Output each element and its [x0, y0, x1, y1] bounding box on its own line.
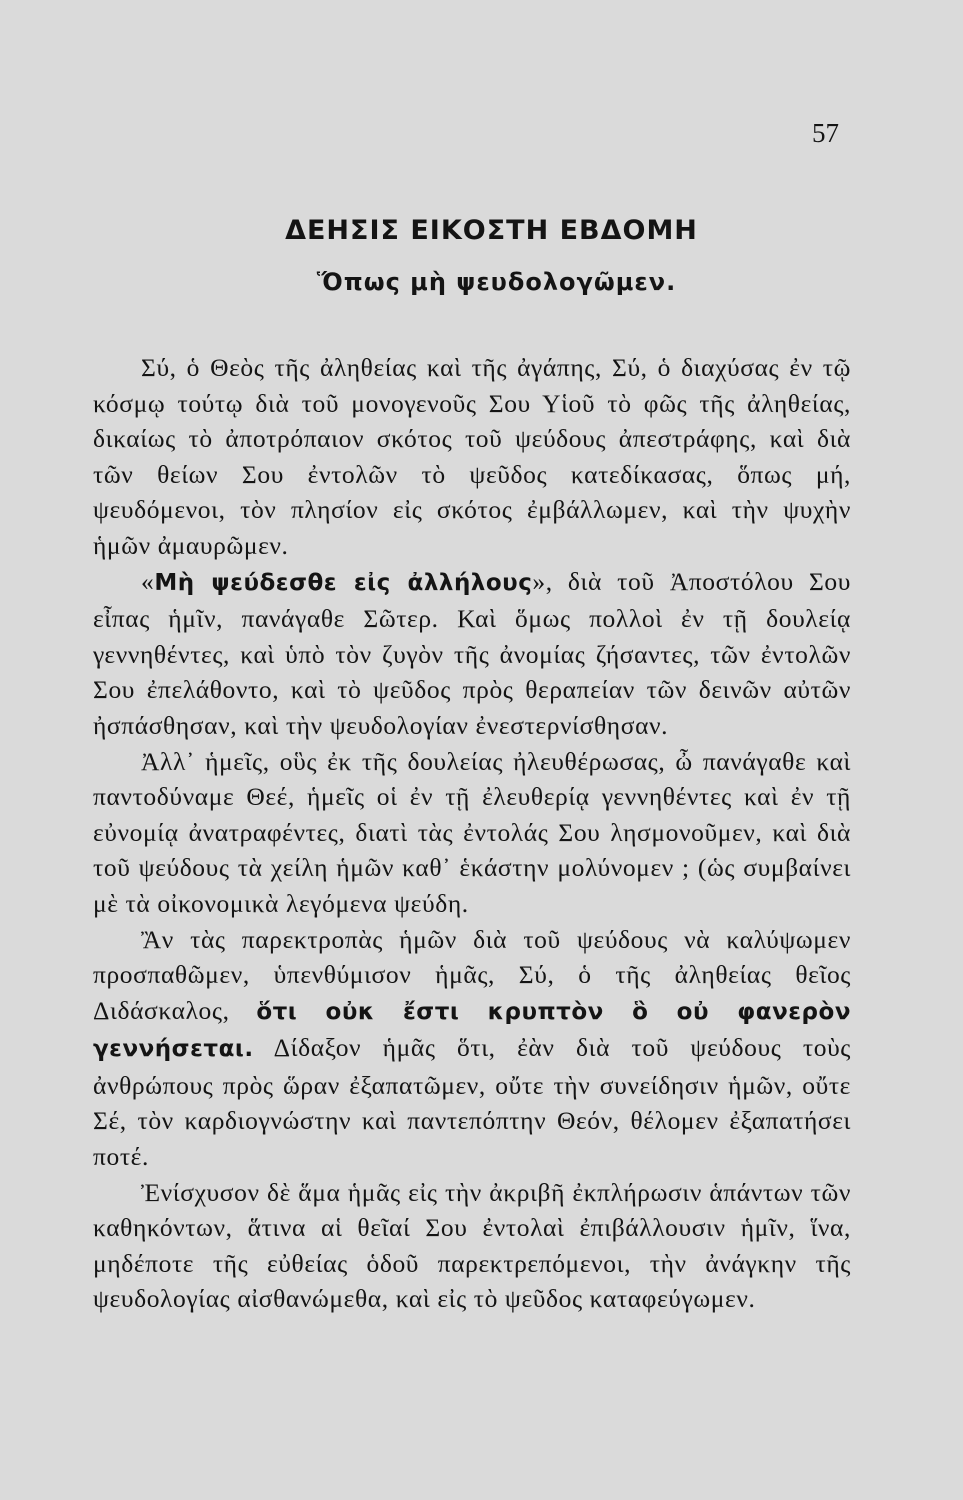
- paragraph-2-text: », διὰ τοῦ Ἀποστόλου Σου εἶπας ἡμῖν, πανάγαθε Σῶτερ. Καὶ ὅμως πολλοὶ ἐν τῇ δουλείᾳ γεννηθέντες, καὶ ὑπὸ τὸν ζυγὸν τῆς ἀνομίας ζήσαντες, τῶν ἐντολῶν Σου ἐπελάθοντο, καὶ τὸ ψεῦδος πρὸς θεραπείαν τῶν δεινῶν αὐτῶν ἠσπάσθησαν, καὶ τὴν ψευδολογίαν ἐνεστερνίσθησαν.: [93, 566, 851, 740]
- prayer-subtitle: Ὅπως μὴ ψευδολογῶμεν.: [316, 268, 677, 296]
- paragraph-2: [93, 564, 851, 744]
- scripture-quote: Μὴ ψεύδεσθε εἰς ἀλλήλους: [154, 569, 533, 596]
- paragraph-3: Ἀλλ᾽ ἡμεῖς, οὓς ἐκ τῆς δουλείας ἠλευθέρωσας, ὦ πανάγαθε καὶ παντοδύναμε Θεέ, ἡμεῖς οἱ ἐν τῇ ἐλευθερίᾳ γεννηθέντες καὶ ἐν τῇ εὐνομίᾳ ἀνατραφέντες, διατὶ τὰς ἐντολάς Σου λησμονοῦμεν, καὶ διὰ τοῦ ψεύδους τὰ χείλη ἡμῶν καθ᾽ ἑκάστην μολύνομεν ; (ὡς συμβαίνει μὲ τὰ οἰκονομικὰ λεγόμενα ψεύδη.: [93, 746, 851, 918]
- paragraph-5: Ἐνίσχυσον δὲ ἅμα ἡμᾶς εἰς τὴν ἀκριβῆ ἐκπλήρωσιν ἁπάντων τῶν καθηκόντων, ἅτινα αἱ θεῖαί Σου ἐντολαὶ ἐπιβάλλουσιν ἡμῖν, ἵνα, μηδέποτε τῆς εὐθείας ὁδοῦ παρεκτρεπόμενοι, τὴν ἀνάγκην τῆς ψευδολογίας αἰσθανώμεθα, καὶ εἰς τὸ ψεῦδος καταφεύγωμεν.: [93, 1177, 851, 1314]
- page-number: 57: [812, 118, 839, 148]
- paragraph-1: Σύ, ὁ Θεὸς τῆς ἀληθείας καὶ τῆς ἀγάπης, Σύ, ὁ διαχύσας ἐν τῷ κόσμῳ τούτῳ διὰ τοῦ μονογενοῦς Σου Υἱοῦ τὸ φῶς τῆς ἀληθείας, δικαίως τὸ ἀποτρόπαιον σκότος τοῦ ψεύδους ἀπεστράφης, καὶ διὰ τῶν θείων Σου ἐντολῶν τὸ ψεῦδος κατεδίκασας, ὅπως μή, ψευδόμενοι, τὸν πλησίον εἰς σκότος ἐμβάλλωμεν, καὶ τὴν ψυχὴν ἡμῶν ἀμαυρῶμεν.: [93, 353, 851, 560]
- paragraph-4-lead: Ἂν τὰς παρεκτροπὰς ἡμῶν διὰ τοῦ ψεύδους νὰ καλύψωμεν προσπαθῶμεν, ὑπενθύμισον ἡμᾶς, Σύ, ὁ τῆς ἀληθείας θεῖος Διδάσκαλος,: [93, 924, 851, 1025]
- prayer-body: [93, 350, 851, 1317]
- prayer-title: ΔΕΗΣΙΣ ΕΙΚΟΣΤΗ ΕΒΔΟΜΗ: [285, 215, 698, 246]
- quote-open: «: [141, 566, 155, 596]
- paragraph-4: [93, 922, 851, 1175]
- paragraph-4-text: Δίδαξον ἡμᾶς ὅτι, ἐὰν διὰ τοῦ ψεύδους τοὺς ἀνθρώπους πρὸς ὥραν ἐξαπατῶμεν, οὔτε τὴν συνείδησιν ἡμῶν, οὔτε Σέ, τὸν καρδιογνώστην καὶ παντεπόπτην Θεόν, θέλομεν ἐξαπατήσει ποτέ.: [93, 1033, 851, 1172]
- scripture-emphasis: ὅτι οὐκ ἔστι κρυπτὸν ὃ οὐ φανερὸν γεννήσεται.: [93, 998, 851, 1063]
